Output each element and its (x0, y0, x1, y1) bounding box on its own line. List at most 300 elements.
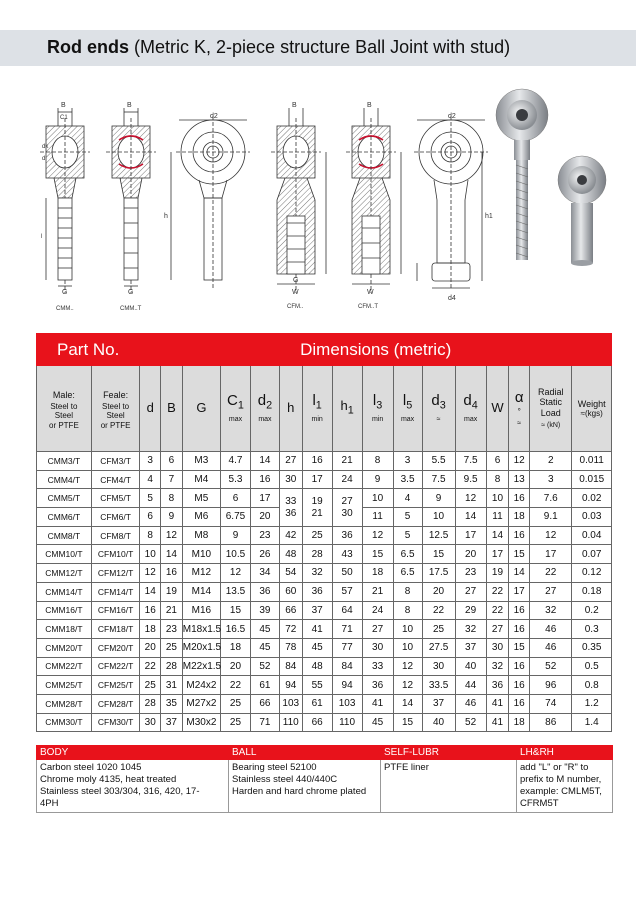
table-cell: 40 (455, 657, 486, 676)
table-row (37, 452, 612, 471)
table-cell: 46 (530, 620, 572, 639)
col-l5: $l_5$ max (393, 366, 422, 452)
table-cell: 0.02 (572, 489, 612, 508)
table-cell: 17 (530, 545, 572, 564)
table-cell: 10 (393, 620, 422, 639)
table-cell: 48 (279, 545, 302, 564)
table-cell: 5 (393, 526, 422, 545)
table-cell: 30 (140, 713, 161, 732)
table-cell: 25 (302, 526, 332, 545)
table-cell: 9 (221, 526, 251, 545)
col-alpha: α ° ≈ (509, 366, 530, 452)
table-cell: 6.75 (221, 508, 251, 527)
table-cell: CFM22/T (91, 657, 140, 676)
table-cell: M12 (182, 564, 220, 583)
col-c1: $C_1$ max (221, 366, 251, 452)
table-cell: 3 (530, 470, 572, 489)
table-cell: 15 (393, 713, 422, 732)
col-female: Feale: Steel to Steel or PTFE (91, 366, 140, 452)
table-cell: 74 (530, 694, 572, 713)
table-cell: 22 (140, 657, 161, 676)
table-cell: 5 (140, 489, 161, 508)
table-row (37, 601, 612, 620)
table-cell: CMM22/T (37, 657, 92, 676)
table-cell: 16 (509, 526, 530, 545)
table-cell: 28 (140, 694, 161, 713)
self-lubr-header: SELF-LUBR (381, 746, 517, 760)
table-cell: 43 (332, 545, 362, 564)
table-cell: 30 (422, 657, 455, 676)
table-cell: 37 (302, 601, 332, 620)
table-cell: 14 (509, 564, 530, 583)
part-no-header: Part No. (37, 334, 140, 366)
table-cell: CFM14/T (91, 582, 140, 601)
col-radial-load: Radial Static Load ≈ (kN) (530, 366, 572, 452)
table-cell: 20 (140, 638, 161, 657)
table-cell: 23 (161, 620, 183, 639)
table-cell: 24 (362, 601, 393, 620)
table-cell: CFM30/T (91, 713, 140, 732)
col-d3: $d_3$ ≈ (422, 366, 455, 452)
table-cell: 9 (422, 489, 455, 508)
table-cell: M10 (182, 545, 220, 564)
drawing-male-front (171, 116, 250, 288)
table-cell: CFM4/T (91, 470, 140, 489)
table-cell: 103 (279, 694, 302, 713)
table-cell: 52 (530, 657, 572, 676)
caption-cmm: CMM.. (56, 306, 74, 312)
table-cell: 32 (455, 620, 486, 639)
table-cell: CMM8/T (37, 526, 92, 545)
table-cell: 4 (393, 489, 422, 508)
col-h1: $h_1$ (332, 366, 362, 452)
table-cell: 27 30 (332, 489, 362, 526)
table-cell: 25 (221, 694, 251, 713)
body-materials: Carbon steel 1020 1045 Chrome moly 4135, heat treated Stainless steel 303/304, 316, 420, 17- 4PH (37, 760, 229, 813)
table-cell: 17.5 (422, 564, 455, 583)
table-row (37, 564, 612, 583)
table-cell: 72 (279, 620, 302, 639)
table-cell: 6 (221, 489, 251, 508)
ball-materials: Bearing steel 52100 Stainless steel 440/440C Harden and hard chrome plated (229, 760, 381, 813)
table-cell: 0.5 (572, 657, 612, 676)
materials-table (36, 745, 613, 813)
table-cell: 18 (140, 620, 161, 639)
table-cell: 66 (279, 601, 302, 620)
table-cell: 12 (509, 452, 530, 471)
table-cell: 22 (221, 676, 251, 695)
table-cell: 45 (250, 620, 279, 639)
table-cell: 0.12 (572, 564, 612, 583)
table-cell: 5.5 (422, 452, 455, 471)
table-row (37, 694, 612, 713)
dim-label-l: l (41, 234, 43, 240)
table-cell: 15 (509, 545, 530, 564)
table-row (37, 638, 612, 657)
table-cell: 11 (362, 508, 393, 527)
table-cell: 3 (393, 452, 422, 471)
table-cell: 35 (161, 694, 183, 713)
table-cell: 52 (250, 657, 279, 676)
table-cell: 42 (279, 526, 302, 545)
table-cell: 0.2 (572, 601, 612, 620)
table-cell: M14 (182, 582, 220, 601)
table-cell: CMM10/T (37, 545, 92, 564)
table-cell: 14 (140, 582, 161, 601)
table-cell: 4 (140, 470, 161, 489)
dim-label-d4: d4 (448, 295, 456, 302)
table-cell: 7.5 (422, 470, 455, 489)
table-cell: 46 (455, 694, 486, 713)
table-cell: CMM28/T (37, 694, 92, 713)
table-cell: 20 (422, 582, 455, 601)
col-d: d (140, 366, 161, 452)
table-cell: 13 (509, 470, 530, 489)
table-cell: 25 (422, 620, 455, 639)
table-cell: 25 (140, 676, 161, 695)
table-cell: CFM16/T (91, 601, 140, 620)
table-cell: CFM3/T (91, 452, 140, 471)
caption-cfmt: CFM..T (358, 304, 378, 310)
table-row (37, 526, 612, 545)
table-cell: 31 (161, 676, 183, 695)
table-cell: 94 (279, 676, 302, 695)
table-cell: 0.011 (572, 452, 612, 471)
dimensions-table (36, 333, 612, 732)
table-cell: 0.015 (572, 470, 612, 489)
col-d4: $d_4$ max (455, 366, 486, 452)
table-cell: 29 (455, 601, 486, 620)
table-cell: 16 (161, 564, 183, 583)
table-cell: 22 (530, 564, 572, 583)
table-row (37, 713, 612, 732)
table-cell: 7.6 (530, 489, 572, 508)
table-cell: M5 (182, 489, 220, 508)
dim-label-g-3: G (293, 277, 299, 284)
table-cell: 6.5 (393, 564, 422, 583)
table-cell: 16 (509, 489, 530, 508)
table-cell: 41 (486, 713, 509, 732)
table-cell: 14 (455, 508, 486, 527)
table-cell: 16 (509, 657, 530, 676)
table-cell: 16 (509, 620, 530, 639)
table-cell: 40 (422, 713, 455, 732)
table-cell: 41 (486, 694, 509, 713)
table-cell: M6 (182, 508, 220, 527)
table-cell: 22 (486, 601, 509, 620)
table-cell: 48 (302, 657, 332, 676)
table-cell: 55 (302, 676, 332, 695)
table-cell: CMM25/T (37, 676, 92, 695)
table-cell: 37 (455, 638, 486, 657)
col-b: B (161, 366, 183, 452)
table-cell: CFM28/T (91, 694, 140, 713)
table-cell: 86 (530, 713, 572, 732)
table-cell: 0.35 (572, 638, 612, 657)
dim-label-w: W (292, 289, 299, 296)
table-row (37, 676, 612, 695)
dimensions-header: Dimensions (metric) (140, 334, 612, 366)
table-cell: 10 (422, 508, 455, 527)
table-cell: 12 (393, 657, 422, 676)
table-cell: 21 (161, 601, 183, 620)
table-cell: 19 (161, 582, 183, 601)
table-cell: 10 (393, 638, 422, 657)
table-cell: 12 (393, 676, 422, 695)
table-cell: 14 (250, 452, 279, 471)
table-cell: 5 (393, 508, 422, 527)
table-cell: 16 (140, 601, 161, 620)
table-cell: 17 (455, 526, 486, 545)
table-cell: 39 (250, 601, 279, 620)
table-cell: 8 (140, 526, 161, 545)
table-cell: 0.04 (572, 526, 612, 545)
table-cell: 20 (455, 545, 486, 564)
table-row (37, 657, 612, 676)
table-cell: 32 (302, 564, 332, 583)
table-cell: 16 (509, 694, 530, 713)
table-cell: 6 (161, 452, 183, 471)
dim-label-b-2: B (127, 102, 132, 109)
table-cell: CMM18/T (37, 620, 92, 639)
table-cell: M30x2 (182, 713, 220, 732)
table-cell: 0.07 (572, 545, 612, 564)
table-cell: 32 (530, 601, 572, 620)
dim-label-d2-2: d2 (448, 113, 456, 120)
drawing-cmm-section (40, 108, 90, 293)
table-cell: CMM20/T (37, 638, 92, 657)
table-cell: 7 (161, 470, 183, 489)
table-cell: 6 (140, 508, 161, 527)
table-cell: CMM4/T (37, 470, 92, 489)
table-cell: M24x2 (182, 676, 220, 695)
table-cell: 37 (422, 694, 455, 713)
table-cell: 12 (221, 564, 251, 583)
table-cell: 8 (486, 470, 509, 489)
table-cell: 3 (140, 452, 161, 471)
table-cell: 84 (332, 657, 362, 676)
col-g: G (182, 366, 220, 452)
table-cell: 8 (362, 452, 393, 471)
table-cell: 103 (332, 694, 362, 713)
table-cell: 10 (486, 489, 509, 508)
table-cell: 36 (486, 676, 509, 695)
table-cell: 26 (250, 545, 279, 564)
table-cell: 6 (486, 452, 509, 471)
body-header: BODY (37, 746, 229, 760)
table-cell: 15 (221, 601, 251, 620)
table-cell: 8 (393, 601, 422, 620)
dim-label-b-4: B (367, 102, 372, 109)
col-male: Male: Steel to Steel or PTFE (37, 366, 92, 452)
table-cell: CMM5/T (37, 489, 92, 508)
table-cell: 17 (486, 545, 509, 564)
table-cell: M4 (182, 470, 220, 489)
table-cell: CFM18/T (91, 620, 140, 639)
table-cell: 36 (362, 676, 393, 695)
table-cell: 41 (362, 694, 393, 713)
table-cell: 16 (250, 470, 279, 489)
table-cell: 41 (302, 620, 332, 639)
table-cell: CFM12/T (91, 564, 140, 583)
table-cell: 17 (509, 582, 530, 601)
table-row (37, 545, 612, 564)
table-cell: 28 (161, 657, 183, 676)
table-cell: 27.5 (422, 638, 455, 657)
table-cell: 96 (530, 676, 572, 695)
table-cell: CMM6/T (37, 508, 92, 527)
table-cell: 0.03 (572, 508, 612, 527)
table-cell: 37 (161, 713, 183, 732)
table-cell: 22 (422, 601, 455, 620)
caption-cmmt: CMM..T (120, 306, 142, 312)
table-cell: 18 (509, 508, 530, 527)
table-cell: CFM6/T (91, 508, 140, 527)
table-cell: 9 (161, 508, 183, 527)
table-cell: 84 (279, 657, 302, 676)
table-cell: 57 (332, 582, 362, 601)
table-cell: 20 (250, 508, 279, 527)
table-cell: 27 (279, 452, 302, 471)
table-cell: 52 (455, 713, 486, 732)
dim-label-c1: C1 (60, 115, 68, 121)
table-cell: 94 (332, 676, 362, 695)
table-cell: 66 (302, 713, 332, 732)
drawing-cfmt-section (346, 108, 401, 293)
table-cell: M18x1.5 (182, 620, 220, 639)
dim-label-b-3: B (292, 102, 297, 109)
drawing-cmmt-section (106, 108, 156, 293)
table-cell: 1.2 (572, 694, 612, 713)
table-cell: CFM5/T (91, 489, 140, 508)
table-cell: 50 (332, 564, 362, 583)
table-cell: 23 (250, 526, 279, 545)
dim-label-dk: dk (42, 144, 49, 150)
drawing-female-front (414, 116, 488, 288)
table-cell: 22 (486, 582, 509, 601)
lh-rh-info: add "L" or "R" to prefix to M number, example: CMLM5T, CFRM5T (517, 760, 613, 813)
table-cell: 44 (455, 676, 486, 695)
table-cell: 16 (509, 601, 530, 620)
table-cell: 24 (332, 470, 362, 489)
table-cell: 27 (362, 620, 393, 639)
table-cell: 12 (161, 526, 183, 545)
table-cell: 34 (250, 564, 279, 583)
table-cell: 33.5 (422, 676, 455, 695)
page-title: Rod ends (Metric K, 2-piece structure Ball Joint with stud) (47, 37, 511, 57)
table-cell: 15 (362, 545, 393, 564)
table-cell: 36 (250, 582, 279, 601)
table-cell: 36 (332, 526, 362, 545)
table-cell: 32 (486, 657, 509, 676)
table-cell: 64 (332, 601, 362, 620)
male-rod-end-photo (496, 89, 548, 260)
table-cell: M8 (182, 526, 220, 545)
table-cell: 4.7 (221, 452, 251, 471)
table-cell: M3 (182, 452, 220, 471)
table-cell: 17 (250, 489, 279, 508)
table-cell: 60 (279, 582, 302, 601)
table-cell: CMM3/T (37, 452, 92, 471)
col-l3: $l_3$ min (362, 366, 393, 452)
table-cell: 8 (393, 582, 422, 601)
table-cell: 30 (362, 638, 393, 657)
table-cell: 6.5 (393, 545, 422, 564)
product-photos (492, 85, 612, 305)
col-l1: $l_1$ min (302, 366, 332, 452)
table-cell: 54 (279, 564, 302, 583)
table-cell: 66 (250, 694, 279, 713)
col-w: W (486, 366, 509, 452)
table-cell: 0.18 (572, 582, 612, 601)
table-cell: CFM8/T (91, 526, 140, 545)
table-row (37, 470, 612, 489)
table-cell: 9.1 (530, 508, 572, 527)
table-cell: 0.3 (572, 620, 612, 639)
table-cell: 13.5 (221, 582, 251, 601)
table-cell: 19 21 (302, 489, 332, 526)
table-cell: 27 (530, 582, 572, 601)
table-cell: 18 (221, 638, 251, 657)
table-cell: 12 (362, 526, 393, 545)
table-cell: 33 36 (279, 489, 302, 526)
table-cell: 18 (509, 713, 530, 732)
table-cell: 19 (486, 564, 509, 583)
table-cell: 9 (362, 470, 393, 489)
table-cell: 14 (486, 526, 509, 545)
table-cell: 21 (332, 452, 362, 471)
table-cell: M20x1.5 (182, 638, 220, 657)
col-weight: Weight ≈(kgs) (572, 366, 612, 452)
table-cell: 20 (221, 657, 251, 676)
table-cell: CMM16/T (37, 601, 92, 620)
caption-cfm: CFM.. (287, 304, 304, 310)
table-row (37, 582, 612, 601)
table-cell: M22x1.5 (182, 657, 220, 676)
table-cell: 25 (161, 638, 183, 657)
table-cell: 16 (302, 452, 332, 471)
table-cell: 28 (302, 545, 332, 564)
table-cell: 27 (455, 582, 486, 601)
table-cell: CMM12/T (37, 564, 92, 583)
table-cell: CMM30/T (37, 713, 92, 732)
dim-label-g-2: G (128, 289, 134, 296)
table-cell: 27 (486, 620, 509, 639)
table-cell: 7.5 (455, 452, 486, 471)
table-cell: CFM25/T (91, 676, 140, 695)
dimensions-table-body (37, 452, 612, 732)
table-cell: 110 (332, 713, 362, 732)
table-row (37, 489, 612, 508)
table-cell: 10 (140, 545, 161, 564)
table-cell: 12 (530, 526, 572, 545)
table-cell: 45 (250, 638, 279, 657)
table-cell: 11 (486, 508, 509, 527)
ball-header: BALL (229, 746, 381, 760)
table-cell: 0.8 (572, 676, 612, 695)
female-rod-end-photo (558, 156, 606, 266)
table-cell: 8 (161, 489, 183, 508)
table-cell: 9.5 (455, 470, 486, 489)
table-cell: 16.5 (221, 620, 251, 639)
table-cell: 12 (455, 489, 486, 508)
table-cell: 12 (140, 564, 161, 583)
table-cell: 30 (486, 638, 509, 657)
table-cell: 33 (362, 657, 393, 676)
col-h: h (279, 366, 302, 452)
table-cell: 61 (250, 676, 279, 695)
table-cell: 14 (393, 694, 422, 713)
